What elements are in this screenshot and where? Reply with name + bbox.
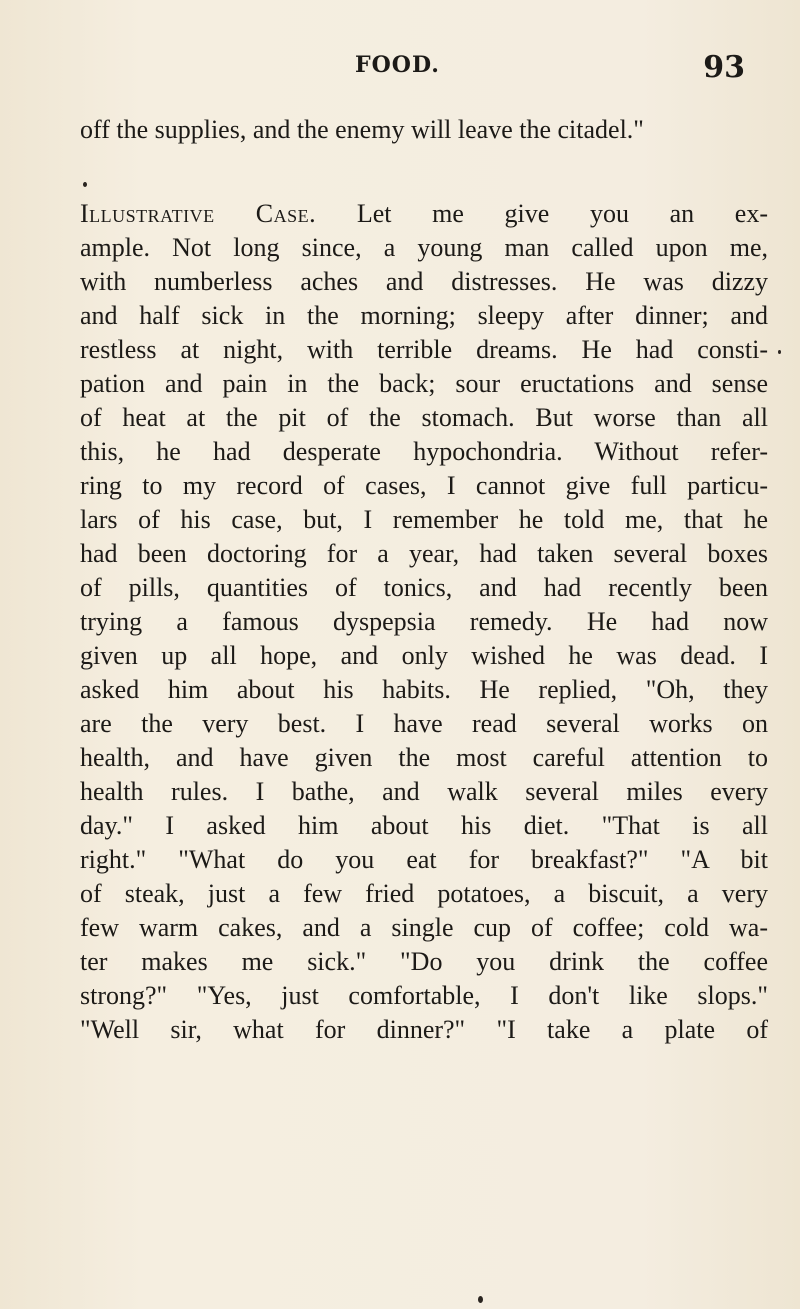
text-line-14: trying a famous dyspepsia remedy. He had now [80, 607, 768, 636]
text-line-26: "Well sir, what for dinner?" "I take a plate of [80, 1015, 768, 1044]
text-line-16: asked him about his habits. He replied, "Oh, they [80, 675, 768, 704]
text-line-22: of steak, just a few fried potatoes, a biscuit, a very [80, 879, 768, 908]
case-intro-text: Let me give you an ex- [356, 199, 768, 228]
text-line-13: of pills, quantities of tonics, and had recently been [80, 573, 768, 602]
text-line-7: pation and pain in the back; sour eructations and sense [80, 369, 768, 398]
text-line-18: health, and have given the most careful attention to [80, 743, 768, 772]
text-line-23: few warm cakes, and a single cup of coffee; cold wa- [80, 913, 768, 942]
text-line-19: health rules. I bathe, and walk several miles every [80, 777, 768, 806]
running-head [80, 52, 745, 92]
illustrative-case-heading: Illustrative Case. [80, 199, 317, 228]
text-line-9: this, he had desperate hypochondria. Without refer- [80, 437, 768, 466]
ink-speck [478, 1296, 483, 1303]
text-line-case-heading [80, 199, 768, 229]
text-line-25: strong?" "Yes, just comfortable, I don't like slops." [80, 981, 768, 1010]
text-line-10: ring to my record of cases, I cannot give full particu- [80, 471, 768, 500]
text-line-6: restless at night, with terrible dreams. He had consti- [80, 335, 768, 364]
text-line-15: given up all hope, and only wished he was dead. I [80, 641, 768, 670]
text-line-20: day." I asked him about his diet. "That is all [80, 811, 768, 840]
text-line-24: ter makes me sick." "Do you drink the coffee [80, 947, 768, 976]
text-line-8: of heat at the pit of the stomach. But worse than all [80, 403, 768, 432]
text-line-12: had been doctoring for a year, had taken several boxes [80, 539, 768, 568]
text-line-11: lars of his case, but, I remember he told me, that he [80, 505, 768, 534]
text-line-17: are the very best. I have read several works on [80, 709, 768, 738]
text-line-1: off the supplies, and the enemy will leave the citadel." [80, 115, 644, 144]
page-number: 93 [703, 50, 745, 85]
text-line-21: right." "What do you eat for breakfast?" "A bit [80, 845, 768, 874]
text-line-5: and half sick in the morning; sleepy after dinner; and [80, 301, 768, 330]
ink-speck [83, 182, 87, 187]
text-line-4: with numberless aches and distresses. He was dizzy [80, 267, 768, 296]
running-head-title: FOOD. [355, 52, 440, 78]
ink-speck [778, 350, 781, 354]
text-line-3: ample. Not long since, a young man called upon me, [80, 233, 768, 262]
